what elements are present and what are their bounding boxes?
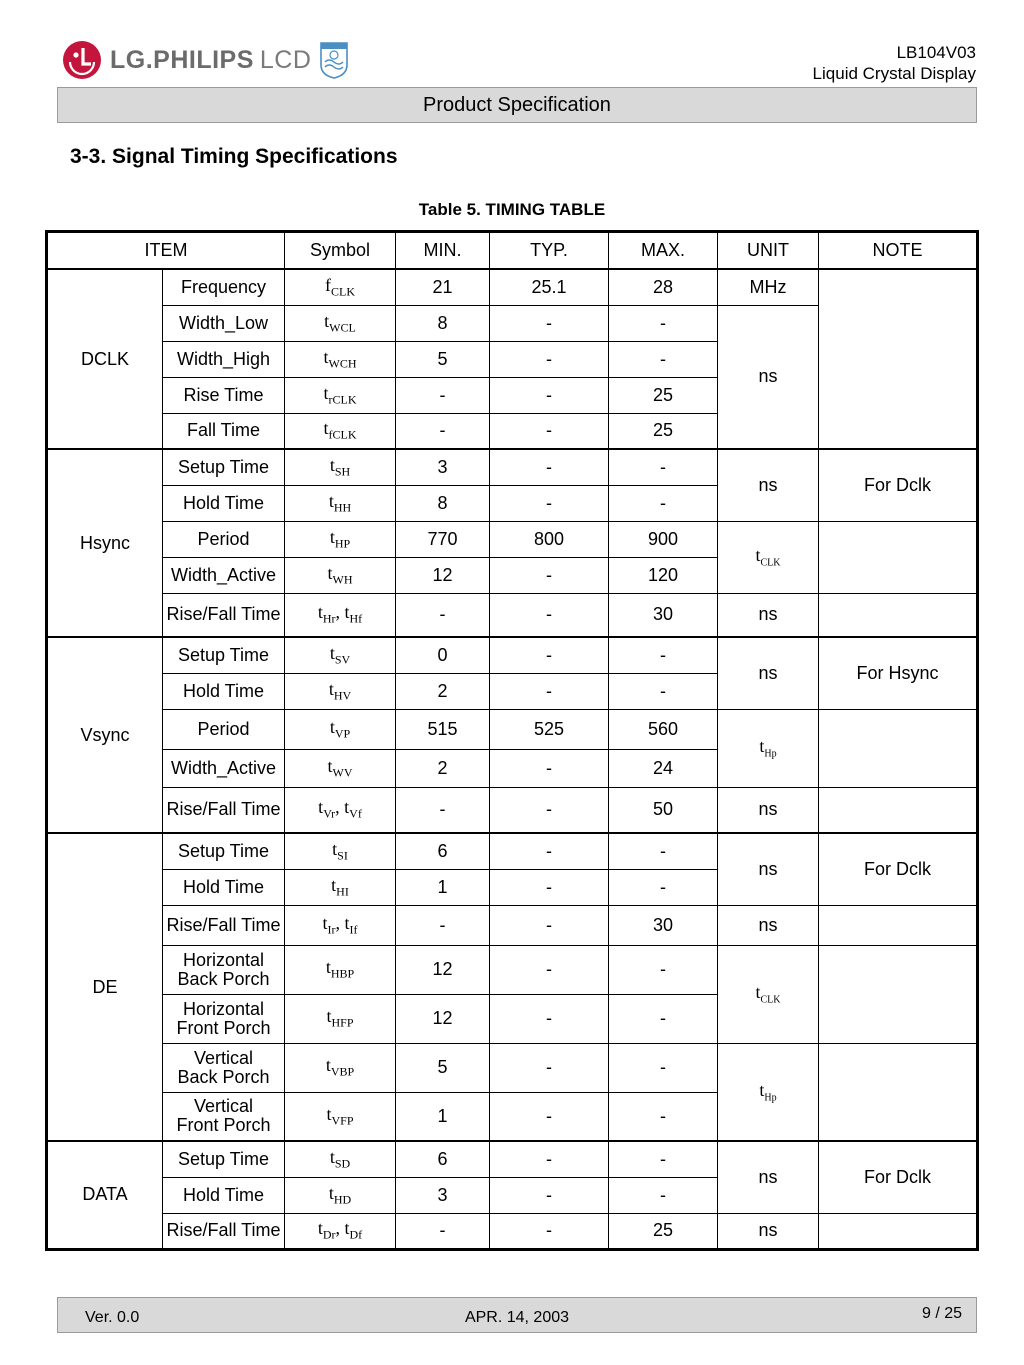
typ-cell: 25.1 bbox=[490, 269, 609, 305]
col-header-symbol: Symbol bbox=[285, 232, 396, 270]
max-cell: - bbox=[609, 1141, 718, 1177]
company-logo bbox=[62, 38, 349, 82]
typ-cell: - bbox=[490, 449, 609, 485]
note-cell bbox=[819, 269, 978, 449]
table-row bbox=[47, 593, 978, 637]
min-cell: 2 bbox=[396, 749, 490, 787]
symbol-cell: $t_{VBP}$ bbox=[285, 1043, 396, 1092]
unit-cell: ns bbox=[718, 905, 819, 945]
max-cell: - bbox=[609, 341, 718, 377]
unit-cell: ns bbox=[718, 1141, 819, 1213]
min-cell: 515 bbox=[396, 709, 490, 749]
min-cell: 3 bbox=[396, 449, 490, 485]
note-cell bbox=[819, 1213, 978, 1249]
note-cell: For Dclk bbox=[819, 1141, 978, 1213]
page-footer bbox=[57, 1297, 977, 1333]
item-cell: Period bbox=[163, 709, 285, 749]
typ-cell: 800 bbox=[490, 521, 609, 557]
symbol-cell: $t_{SH}$ bbox=[285, 449, 396, 485]
max-cell: - bbox=[609, 1177, 718, 1213]
note-cell: For Dclk bbox=[819, 833, 978, 905]
symbol-cell: $t_{HV}$ bbox=[285, 673, 396, 709]
typ-cell: - bbox=[490, 994, 609, 1043]
typ-cell: - bbox=[490, 637, 609, 673]
max-cell: - bbox=[609, 637, 718, 673]
date-label: APR. 14, 2003 bbox=[464, 1309, 570, 1326]
col-header-note: NOTE bbox=[819, 232, 978, 270]
item-cell: Setup Time bbox=[163, 637, 285, 673]
group-label-data: DATA bbox=[47, 1141, 163, 1249]
group-label-dclk: DCLK bbox=[47, 269, 163, 449]
table-row bbox=[47, 521, 978, 557]
max-cell: 30 bbox=[609, 593, 718, 637]
symbol-cell: $t_{HBP}$ bbox=[285, 945, 396, 994]
min-cell: 6 bbox=[396, 833, 490, 869]
table-row bbox=[47, 945, 978, 994]
document-id bbox=[813, 42, 976, 84]
max-cell: 120 bbox=[609, 557, 718, 593]
typ-cell: - bbox=[490, 869, 609, 905]
spec-title-bar bbox=[57, 87, 977, 123]
model-number: LB104V03 bbox=[896, 43, 976, 62]
typ-cell: - bbox=[490, 905, 609, 945]
max-cell: 900 bbox=[609, 521, 718, 557]
symbol-cell: $t_{Vr}$, $t_{Vf}$ bbox=[285, 787, 396, 833]
typ-cell: - bbox=[490, 1092, 609, 1141]
item-cell: Horizontal Front Porch bbox=[163, 994, 285, 1043]
max-cell: - bbox=[609, 485, 718, 521]
unit-cell: ns bbox=[718, 637, 819, 709]
max-cell: - bbox=[609, 1043, 718, 1092]
min-cell: - bbox=[396, 593, 490, 637]
min-cell: - bbox=[396, 1213, 490, 1249]
max-cell: - bbox=[609, 869, 718, 905]
group-label-hsync: Hsync bbox=[47, 449, 163, 637]
section-title: 3-3. Signal Timing Specifications bbox=[70, 145, 398, 168]
typ-cell: - bbox=[490, 749, 609, 787]
min-cell: 8 bbox=[396, 305, 490, 341]
min-cell: 21 bbox=[396, 269, 490, 305]
unit-cell: $t_{CLK}$ bbox=[718, 521, 819, 593]
typ-cell: - bbox=[490, 833, 609, 869]
typ-cell: - bbox=[490, 413, 609, 449]
table-row bbox=[47, 1213, 978, 1249]
unit-cell: ns bbox=[718, 787, 819, 833]
symbol-cell: $t_{WV}$ bbox=[285, 749, 396, 787]
min-cell: - bbox=[396, 905, 490, 945]
typ-cell: - bbox=[490, 673, 609, 709]
symbol-cell: $t_{HI}$ bbox=[285, 869, 396, 905]
item-cell: Width_Active bbox=[163, 557, 285, 593]
min-cell: 12 bbox=[396, 945, 490, 994]
col-header-max: MAX. bbox=[609, 232, 718, 270]
typ-cell: - bbox=[490, 1141, 609, 1177]
note-cell bbox=[819, 1043, 978, 1141]
col-header-unit: UNIT bbox=[718, 232, 819, 270]
item-cell: Horizontal Back Porch bbox=[163, 945, 285, 994]
item-cell: Width_Active bbox=[163, 749, 285, 787]
symbol-cell: $t_{VFP}$ bbox=[285, 1092, 396, 1141]
table-row bbox=[47, 449, 978, 485]
timing-table bbox=[45, 230, 979, 1251]
item-cell: Rise/Fall Time bbox=[163, 905, 285, 945]
table-row bbox=[47, 905, 978, 945]
symbol-cell: $t_{WH}$ bbox=[285, 557, 396, 593]
min-cell: 1 bbox=[396, 869, 490, 905]
note-cell: For Dclk bbox=[819, 449, 978, 521]
item-cell: Hold Time bbox=[163, 485, 285, 521]
philips-shield-icon bbox=[319, 40, 349, 80]
symbol-cell: $t_{VP}$ bbox=[285, 709, 396, 749]
min-cell: 0 bbox=[396, 637, 490, 673]
max-cell: - bbox=[609, 945, 718, 994]
min-cell: - bbox=[396, 413, 490, 449]
min-cell: 6 bbox=[396, 1141, 490, 1177]
unit-cell: ns bbox=[718, 833, 819, 905]
symbol-cell: $t_{Ir}$, $t_{If}$ bbox=[285, 905, 396, 945]
item-cell: Rise/Fall Time bbox=[163, 593, 285, 637]
group-label-vsync: Vsync bbox=[47, 637, 163, 833]
table-row bbox=[47, 1141, 978, 1177]
item-cell: Hold Time bbox=[163, 869, 285, 905]
unit-cell: ns bbox=[718, 593, 819, 637]
note-cell bbox=[819, 945, 978, 1043]
item-cell: Fall Time bbox=[163, 413, 285, 449]
min-cell: 8 bbox=[396, 485, 490, 521]
symbol-cell: $t_{HH}$ bbox=[285, 485, 396, 521]
min-cell: 5 bbox=[396, 341, 490, 377]
unit-cell: $t_{Hp}$ bbox=[718, 1043, 819, 1141]
item-cell: Rise/Fall Time bbox=[163, 787, 285, 833]
col-header-typ: TYP. bbox=[490, 232, 609, 270]
lg-face-logo-icon bbox=[62, 40, 102, 80]
item-cell: Width_High bbox=[163, 341, 285, 377]
note-cell bbox=[819, 787, 978, 833]
item-cell: Period bbox=[163, 521, 285, 557]
max-cell: 25 bbox=[609, 1213, 718, 1249]
table-row bbox=[47, 637, 978, 673]
unit-cell: ns bbox=[718, 305, 819, 449]
table-row bbox=[47, 1043, 978, 1092]
unit-cell: ns bbox=[718, 449, 819, 521]
symbol-cell: $t_{fCLK}$ bbox=[285, 413, 396, 449]
max-cell: 50 bbox=[609, 787, 718, 833]
item-cell: Width_Low bbox=[163, 305, 285, 341]
item-cell: Setup Time bbox=[163, 833, 285, 869]
table-row bbox=[47, 709, 978, 749]
typ-cell: - bbox=[490, 377, 609, 413]
col-header-item: ITEM bbox=[47, 232, 285, 270]
item-cell: Rise Time bbox=[163, 377, 285, 413]
min-cell: - bbox=[396, 377, 490, 413]
unit-cell: MHz bbox=[718, 269, 819, 305]
typ-cell: - bbox=[490, 593, 609, 637]
symbol-cell: $t_{WCL}$ bbox=[285, 305, 396, 341]
symbol-cell: $t_{SD}$ bbox=[285, 1141, 396, 1177]
product-type: Liquid Crystal Display bbox=[812, 64, 976, 83]
item-cell: Vertical Front Porch bbox=[163, 1092, 285, 1141]
max-cell: 24 bbox=[609, 749, 718, 787]
max-cell: 25 bbox=[609, 377, 718, 413]
table-row bbox=[47, 269, 978, 305]
symbol-cell: $f_{CLK}$ bbox=[285, 269, 396, 305]
typ-cell: - bbox=[490, 557, 609, 593]
item-cell: Frequency bbox=[163, 269, 285, 305]
table-row bbox=[47, 787, 978, 833]
typ-cell: - bbox=[490, 1177, 609, 1213]
symbol-cell: $t_{Dr}$, $t_{Df}$ bbox=[285, 1213, 396, 1249]
typ-cell: - bbox=[490, 1043, 609, 1092]
max-cell: - bbox=[609, 305, 718, 341]
symbol-cell: $t_{HFP}$ bbox=[285, 994, 396, 1043]
group-label-de: DE bbox=[47, 833, 163, 1141]
typ-cell: - bbox=[490, 341, 609, 377]
max-cell: 560 bbox=[609, 709, 718, 749]
note-cell bbox=[819, 709, 978, 787]
typ-cell: - bbox=[490, 945, 609, 994]
page-number: 9 / 25 bbox=[921, 1305, 962, 1322]
spec-title: Product Specification bbox=[423, 93, 611, 116]
typ-cell: - bbox=[490, 787, 609, 833]
table-caption: Table 5. TIMING TABLE bbox=[418, 200, 606, 219]
typ-cell: - bbox=[490, 1213, 609, 1249]
symbol-cell: $t_{SI}$ bbox=[285, 833, 396, 869]
col-header-min: MIN. bbox=[396, 232, 490, 270]
note-cell bbox=[819, 593, 978, 637]
max-cell: - bbox=[609, 833, 718, 869]
max-cell: - bbox=[609, 673, 718, 709]
item-cell: Setup Time bbox=[163, 1141, 285, 1177]
version-label: Ver. 0.0 bbox=[85, 1309, 140, 1326]
note-cell bbox=[819, 905, 978, 945]
item-cell: Vertical Back Porch bbox=[163, 1043, 285, 1092]
unit-cell: $t_{Hp}$ bbox=[718, 709, 819, 787]
unit-cell: $t_{CLK}$ bbox=[718, 945, 819, 1043]
max-cell: 28 bbox=[609, 269, 718, 305]
note-cell: For Hsync bbox=[819, 637, 978, 709]
max-cell: - bbox=[609, 449, 718, 485]
min-cell: 12 bbox=[396, 557, 490, 593]
typ-cell: - bbox=[490, 485, 609, 521]
min-cell: 1 bbox=[396, 1092, 490, 1141]
max-cell: 30 bbox=[609, 905, 718, 945]
max-cell: - bbox=[609, 994, 718, 1043]
min-cell: 770 bbox=[396, 521, 490, 557]
symbol-cell: $t_{Hr}$, $t_{Hf}$ bbox=[285, 593, 396, 637]
symbol-cell: $t_{HD}$ bbox=[285, 1177, 396, 1213]
min-cell: 12 bbox=[396, 994, 490, 1043]
item-cell: Hold Time bbox=[163, 1177, 285, 1213]
min-cell: 5 bbox=[396, 1043, 490, 1092]
min-cell: 2 bbox=[396, 673, 490, 709]
symbol-cell: $t_{SV}$ bbox=[285, 637, 396, 673]
item-cell: Setup Time bbox=[163, 449, 285, 485]
min-cell: - bbox=[396, 787, 490, 833]
max-cell: 25 bbox=[609, 413, 718, 449]
max-cell: - bbox=[609, 1092, 718, 1141]
symbol-cell: $t_{rCLK}$ bbox=[285, 377, 396, 413]
item-cell: Rise/Fall Time bbox=[163, 1213, 285, 1249]
logo-wordmark: LG.PHILIPS LCD bbox=[110, 45, 312, 74]
unit-cell: ns bbox=[718, 1213, 819, 1249]
typ-cell: 525 bbox=[490, 709, 609, 749]
typ-cell: - bbox=[490, 305, 609, 341]
item-cell: Hold Time bbox=[163, 673, 285, 709]
symbol-cell: $t_{WCH}$ bbox=[285, 341, 396, 377]
symbol-cell: $t_{HP}$ bbox=[285, 521, 396, 557]
table-header-row bbox=[47, 232, 978, 270]
table-row bbox=[47, 833, 978, 869]
note-cell bbox=[819, 521, 978, 593]
min-cell: 3 bbox=[396, 1177, 490, 1213]
